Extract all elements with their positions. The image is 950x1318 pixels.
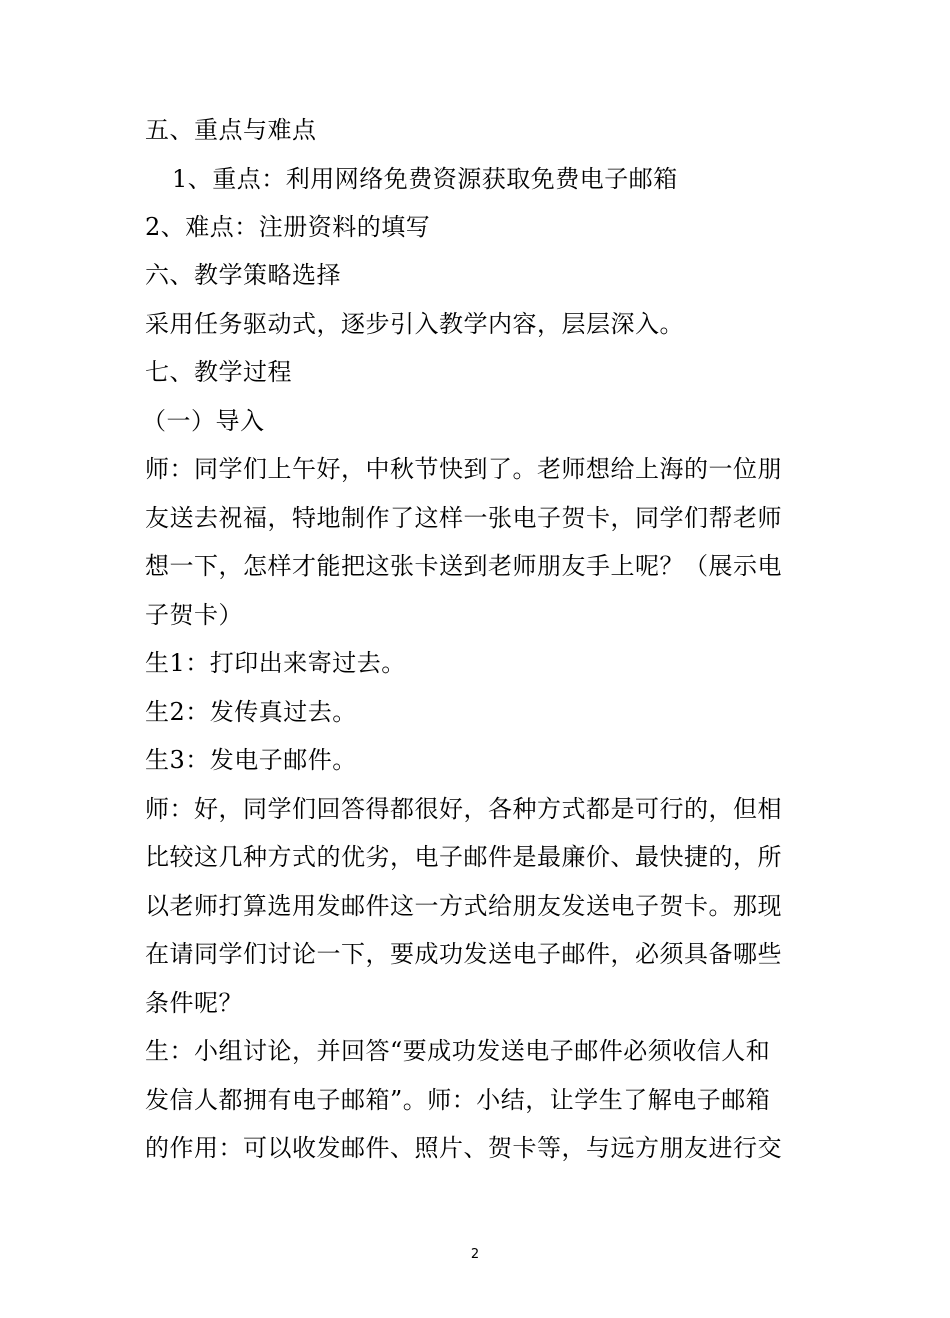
paragraph-line: 友送去祝福，特地制作了这样一张电子贺卡，同学们帮老师 [145,504,782,532]
student-answer-3: 生3：发电子邮件。 [145,746,357,774]
paragraph-line: 师：同学们上午好，中秋节快到了。老师想给上海的一位朋 [145,455,782,483]
paragraph-line: 子贺卡） [145,601,243,629]
heading-strategy: 六、教学策略选择 [145,261,341,289]
subheading-intro: （一）导入 [142,407,265,435]
paragraph-line: 的作用：可以收发邮件、照片、贺卡等，与远方朋友进行交 [145,1134,782,1162]
paragraph-line: 条件呢？ [145,989,243,1017]
key-point-1: 1、重点：利用网络免费资源获取免费电子邮箱 [172,165,678,193]
paragraph-line: 在请同学们讨论一下，要成功发送电子邮件，必须具备哪些 [145,940,782,968]
paragraph-line: 师：好，同学们回答得都很好，各种方式都是可行的，但相 [145,795,782,823]
page-number: 2 [470,1247,480,1262]
heading-key-points: 五、重点与难点 [145,116,317,144]
strategy-text: 采用任务驱动式，逐步引入教学内容，层层深入。 [145,310,684,338]
heading-process: 七、教学过程 [145,358,292,386]
paragraph-line: 发信人都拥有电子邮箱”。师：小结，让学生了解电子邮箱 [145,1086,771,1114]
paragraph-line: 想一下，怎样才能把这张卡送到老师朋友手上呢？（展示电 [145,552,782,580]
paragraph-line: 生：小组讨论，并回答“要成功发送电子邮件必须收信人和 [145,1037,771,1065]
student-answer-2: 生2：发传真过去。 [145,698,357,726]
paragraph-line: 以老师打算选用发邮件这一方式给朋友发送电子贺卡。那现 [145,892,782,920]
paragraph-line: 比较这几种方式的优劣，电子邮件是最廉价、最快捷的，所 [145,843,782,871]
key-point-2: 2、难点：注册资料的填写 [145,213,431,241]
student-answer-1: 生1：打印出来寄过去。 [145,649,406,677]
